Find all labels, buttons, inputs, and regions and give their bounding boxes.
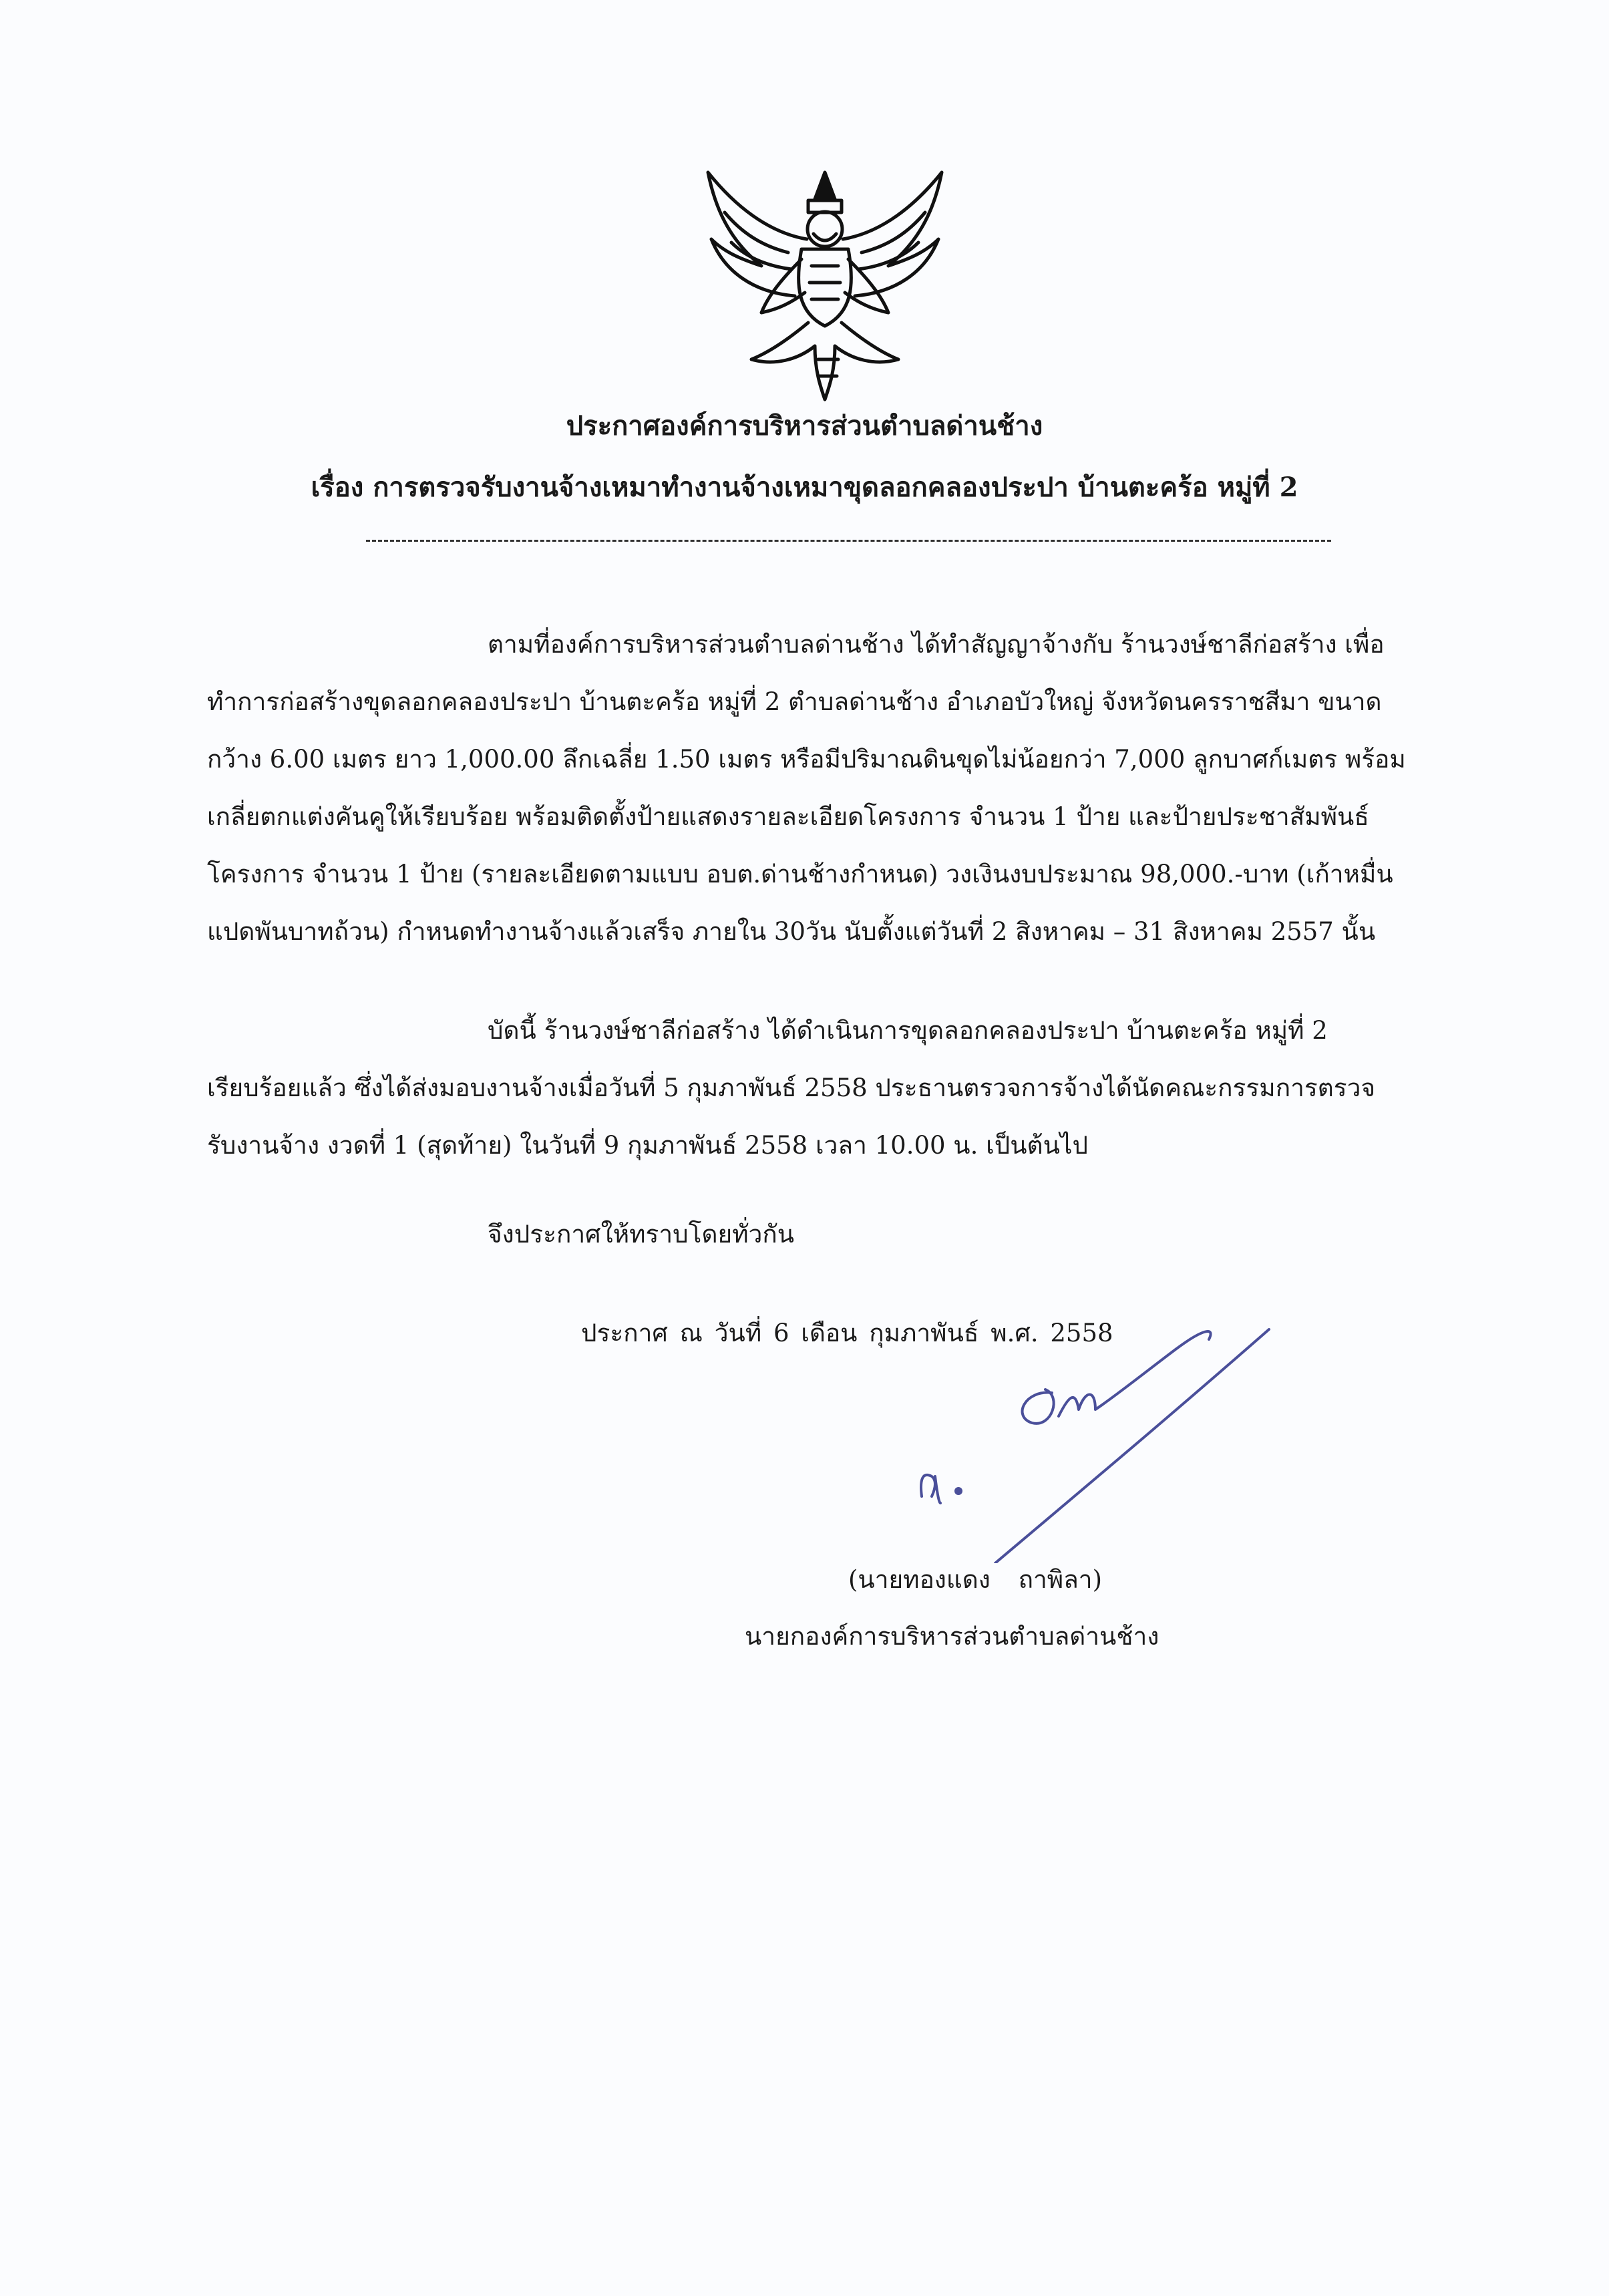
signer-name: (นายทองแดง ถาพิลา) (848, 1565, 1103, 1594)
paragraph-1-line: ทำการก่อสร้างขุดลอกคลองประปา บ้านตะคร้อ หมู่ที่ 2 ตำบลด่านช้าง อำเภอบัวใหญ่ จังหวัดนครราชสีมา ขนาด (207, 687, 1382, 716)
paragraph-1-line: กว้าง 6.00 เมตร ยาว 1,000.00 ลึกเฉลี่ย 1.50 เมตร หรือมีปริมาณดินขุดไม่น้อยกว่า 7,000 ลูกบาศก์เมตร พร้อม (207, 745, 1406, 774)
paragraph-1 (207, 616, 1516, 961)
garuda-emblem-icon (688, 159, 962, 406)
paragraph-1-line: เกลี่ยตกแต่งคันคูให้เรียบร้อย พร้อมติดตั้งป้ายแสดงรายละเอียดโครงการ จำนวน 1 ป้าย และป้ายประชาสัมพันธ์ (207, 802, 1369, 831)
document-title: ประกาศองค์การบริหารส่วนตำบลด่านช้าง (566, 410, 1043, 442)
paragraph-2 (207, 1002, 1516, 1174)
paragraph-2-line: รับงานจ้าง งวดที่ 1 (สุดท้าย) ในวันที่ 9 กุมภาพันธ์ 2558 เวลา 10.00 น. เป็นต้นไป (207, 1131, 1088, 1160)
handwritten-signature-icon (895, 1316, 1309, 1563)
paragraph-1-line: ตามที่องค์การบริหารส่วนตำบลด่านช้าง ได้ทำสัญญาจ้างกับ ร้านวงษ์ชาลีก่อสร้าง เพื่อ (488, 630, 1385, 659)
document-subject: เรื่อง การตรวจรับงานจ้างเหมาทำงานจ้างเหมาขุดลอกคลองประปา บ้านตะคร้อ หมู่ที่ 2 (311, 472, 1298, 503)
paragraph-1-line: แปดพันบาทถ้วน) กำหนดทำงานจ้างแล้วเสร็จ ภายใน 30วัน นับตั้งแต่วันที่ 2 สิงหาคม – 31 สิงหาคม 2557 นั้น (207, 917, 1376, 946)
paragraph-2-line: บัดนี้ ร้านวงษ์ชาลีก่อสร้าง ได้ดำเนินการขุดลอกคลองประปา บ้านตะคร้อ หมู่ที่ 2 (488, 1016, 1328, 1045)
title-separator (366, 540, 1331, 542)
signer-title: นายกองค์การบริหารส่วนตำบลด่านช้าง (745, 1622, 1159, 1651)
closing-statement: จึงประกาศให้ทราบโดยทั่วกัน (488, 1220, 795, 1249)
announcement-date: ประกาศ ณ วันที่ 6 เดือน กุมภาพันธ์ พ.ศ. 2558 (581, 1319, 1113, 1347)
paragraph-1-line: โครงการ จำนวน 1 ป้าย (รายละเอียดตามแบบ อบต.ด่านช้างกำหนด) วงเงินงบประมาณ 98,000.-บาท (เก้าหมื่น (207, 860, 1393, 888)
paragraph-2-line: เรียบร้อยแล้ว ซึ่งได้ส่งมอบงานจ้างเมื่อวันที่ 5 กุมภาพันธ์ 2558 ประธานตรวจการจ้างได้นัดคณะกรรมการตรวจ (207, 1074, 1376, 1102)
